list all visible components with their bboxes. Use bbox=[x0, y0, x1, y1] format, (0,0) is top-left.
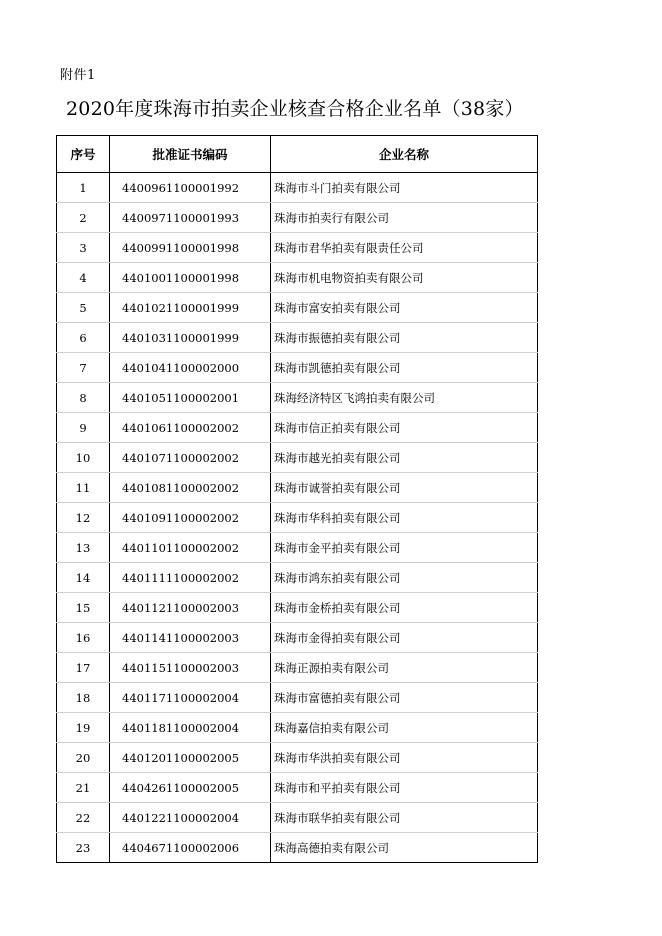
row-serial-number: 4 bbox=[57, 263, 110, 293]
row-serial-number: 17 bbox=[57, 653, 110, 683]
row-serial-number: 8 bbox=[57, 383, 110, 413]
table-row bbox=[57, 173, 538, 203]
row-certificate-code: 4401201100002005 bbox=[110, 743, 271, 773]
row-company-name: 珠海市金平拍卖有限公司 bbox=[271, 533, 538, 563]
row-company-name: 珠海经济特区飞鸿拍卖有限公司 bbox=[271, 383, 538, 413]
table-row bbox=[57, 383, 538, 413]
row-serial-number: 20 bbox=[57, 743, 110, 773]
row-certificate-code: 4401061100002002 bbox=[110, 413, 271, 443]
table-row bbox=[57, 503, 538, 533]
table-row bbox=[57, 323, 538, 353]
table-row bbox=[57, 263, 538, 293]
table-row bbox=[57, 743, 538, 773]
row-company-name: 珠海市振德拍卖有限公司 bbox=[271, 323, 538, 353]
row-certificate-code: 4401151100002003 bbox=[110, 653, 271, 683]
row-serial-number: 7 bbox=[57, 353, 110, 383]
row-serial-number: 6 bbox=[57, 323, 110, 353]
row-certificate-code: 4401041100002000 bbox=[110, 353, 271, 383]
table-row bbox=[57, 773, 538, 803]
row-company-name: 珠海市越光拍卖有限公司 bbox=[271, 443, 538, 473]
row-serial-number: 15 bbox=[57, 593, 110, 623]
table-row bbox=[57, 803, 538, 833]
row-company-name: 珠海市华洪拍卖有限公司 bbox=[271, 743, 538, 773]
row-certificate-code: 4401071100002002 bbox=[110, 443, 271, 473]
row-certificate-code: 4401091100002002 bbox=[110, 503, 271, 533]
row-serial-number: 11 bbox=[57, 473, 110, 503]
company-table bbox=[56, 135, 538, 863]
row-certificate-code: 4401001100001998 bbox=[110, 263, 271, 293]
row-company-name: 珠海市机电物资拍卖有限公司 bbox=[271, 263, 538, 293]
row-serial-number: 18 bbox=[57, 683, 110, 713]
row-company-name: 珠海市联华拍卖有限公司 bbox=[271, 803, 538, 833]
row-certificate-code: 4401111100002002 bbox=[110, 563, 271, 593]
row-serial-number: 23 bbox=[57, 833, 110, 863]
row-serial-number: 5 bbox=[57, 293, 110, 323]
row-certificate-code: 4401171100002004 bbox=[110, 683, 271, 713]
row-serial-number: 9 bbox=[57, 413, 110, 443]
row-serial-number: 21 bbox=[57, 773, 110, 803]
table-row bbox=[57, 683, 538, 713]
row-certificate-code: 4401051100002001 bbox=[110, 383, 271, 413]
row-serial-number: 13 bbox=[57, 533, 110, 563]
table-row bbox=[57, 473, 538, 503]
row-certificate-code: 4401121100002003 bbox=[110, 593, 271, 623]
row-company-name: 珠海市君华拍卖有限责任公司 bbox=[271, 233, 538, 263]
row-company-name: 珠海市凯德拍卖有限公司 bbox=[271, 353, 538, 383]
table-row bbox=[57, 293, 538, 323]
table-row bbox=[57, 623, 538, 653]
row-company-name: 珠海市金得拍卖有限公司 bbox=[271, 623, 538, 653]
row-serial-number: 14 bbox=[57, 563, 110, 593]
table-row bbox=[57, 203, 538, 233]
header-certificate-code: 批准证书编码 bbox=[110, 136, 271, 173]
row-company-name: 珠海市富安拍卖有限公司 bbox=[271, 293, 538, 323]
table-row bbox=[57, 533, 538, 563]
table-row bbox=[57, 413, 538, 443]
row-certificate-code: 4401221100002004 bbox=[110, 803, 271, 833]
row-certificate-code: 4401031100001999 bbox=[110, 323, 271, 353]
row-certificate-code: 4401101100002002 bbox=[110, 533, 271, 563]
row-company-name: 珠海市鸿东拍卖有限公司 bbox=[271, 563, 538, 593]
row-certificate-code: 4401081100002002 bbox=[110, 473, 271, 503]
table-row bbox=[57, 233, 538, 263]
row-certificate-code: 4400991100001998 bbox=[110, 233, 271, 263]
row-serial-number: 19 bbox=[57, 713, 110, 743]
header-serial-number: 序号 bbox=[57, 136, 110, 173]
row-certificate-code: 4400971100001993 bbox=[110, 203, 271, 233]
row-serial-number: 10 bbox=[57, 443, 110, 473]
table-row bbox=[57, 713, 538, 743]
row-serial-number: 1 bbox=[57, 173, 110, 203]
row-certificate-code: 4401021100001999 bbox=[110, 293, 271, 323]
row-company-name: 珠海高德拍卖有限公司 bbox=[271, 833, 538, 863]
table-row bbox=[57, 443, 538, 473]
row-company-name: 珠海市和平拍卖有限公司 bbox=[271, 773, 538, 803]
row-certificate-code: 4401181100002004 bbox=[110, 713, 271, 743]
row-serial-number: 12 bbox=[57, 503, 110, 533]
row-company-name: 珠海市拍卖行有限公司 bbox=[271, 203, 538, 233]
row-certificate-code: 4400961100001992 bbox=[110, 173, 271, 203]
document-title: 2020年度珠海市拍卖企业核查合格企业名单（38家） bbox=[66, 98, 524, 120]
row-company-name: 珠海正源拍卖有限公司 bbox=[271, 653, 538, 683]
row-certificate-code: 4401141100002003 bbox=[110, 623, 271, 653]
row-company-name: 珠海市信正拍卖有限公司 bbox=[271, 413, 538, 443]
row-company-name: 珠海市斗门拍卖有限公司 bbox=[271, 173, 538, 203]
table-header-row bbox=[57, 136, 538, 173]
row-serial-number: 16 bbox=[57, 623, 110, 653]
row-company-name: 珠海市华科拍卖有限公司 bbox=[271, 503, 538, 533]
row-company-name: 珠海市诚誉拍卖有限公司 bbox=[271, 473, 538, 503]
row-certificate-code: 4404671100002006 bbox=[110, 833, 271, 863]
row-serial-number: 22 bbox=[57, 803, 110, 833]
row-company-name: 珠海市金桥拍卖有限公司 bbox=[271, 593, 538, 623]
table-row bbox=[57, 833, 538, 863]
table-row bbox=[57, 653, 538, 683]
row-company-name: 珠海市富德拍卖有限公司 bbox=[271, 683, 538, 713]
row-serial-number: 2 bbox=[57, 203, 110, 233]
table-row bbox=[57, 353, 538, 383]
header-company-name: 企业名称 bbox=[271, 136, 538, 173]
attachment-label: 附件1 bbox=[60, 68, 96, 83]
row-company-name: 珠海嘉信拍卖有限公司 bbox=[271, 713, 538, 743]
row-certificate-code: 4404261100002005 bbox=[110, 773, 271, 803]
table-row bbox=[57, 593, 538, 623]
table-row bbox=[57, 563, 538, 593]
row-serial-number: 3 bbox=[57, 233, 110, 263]
